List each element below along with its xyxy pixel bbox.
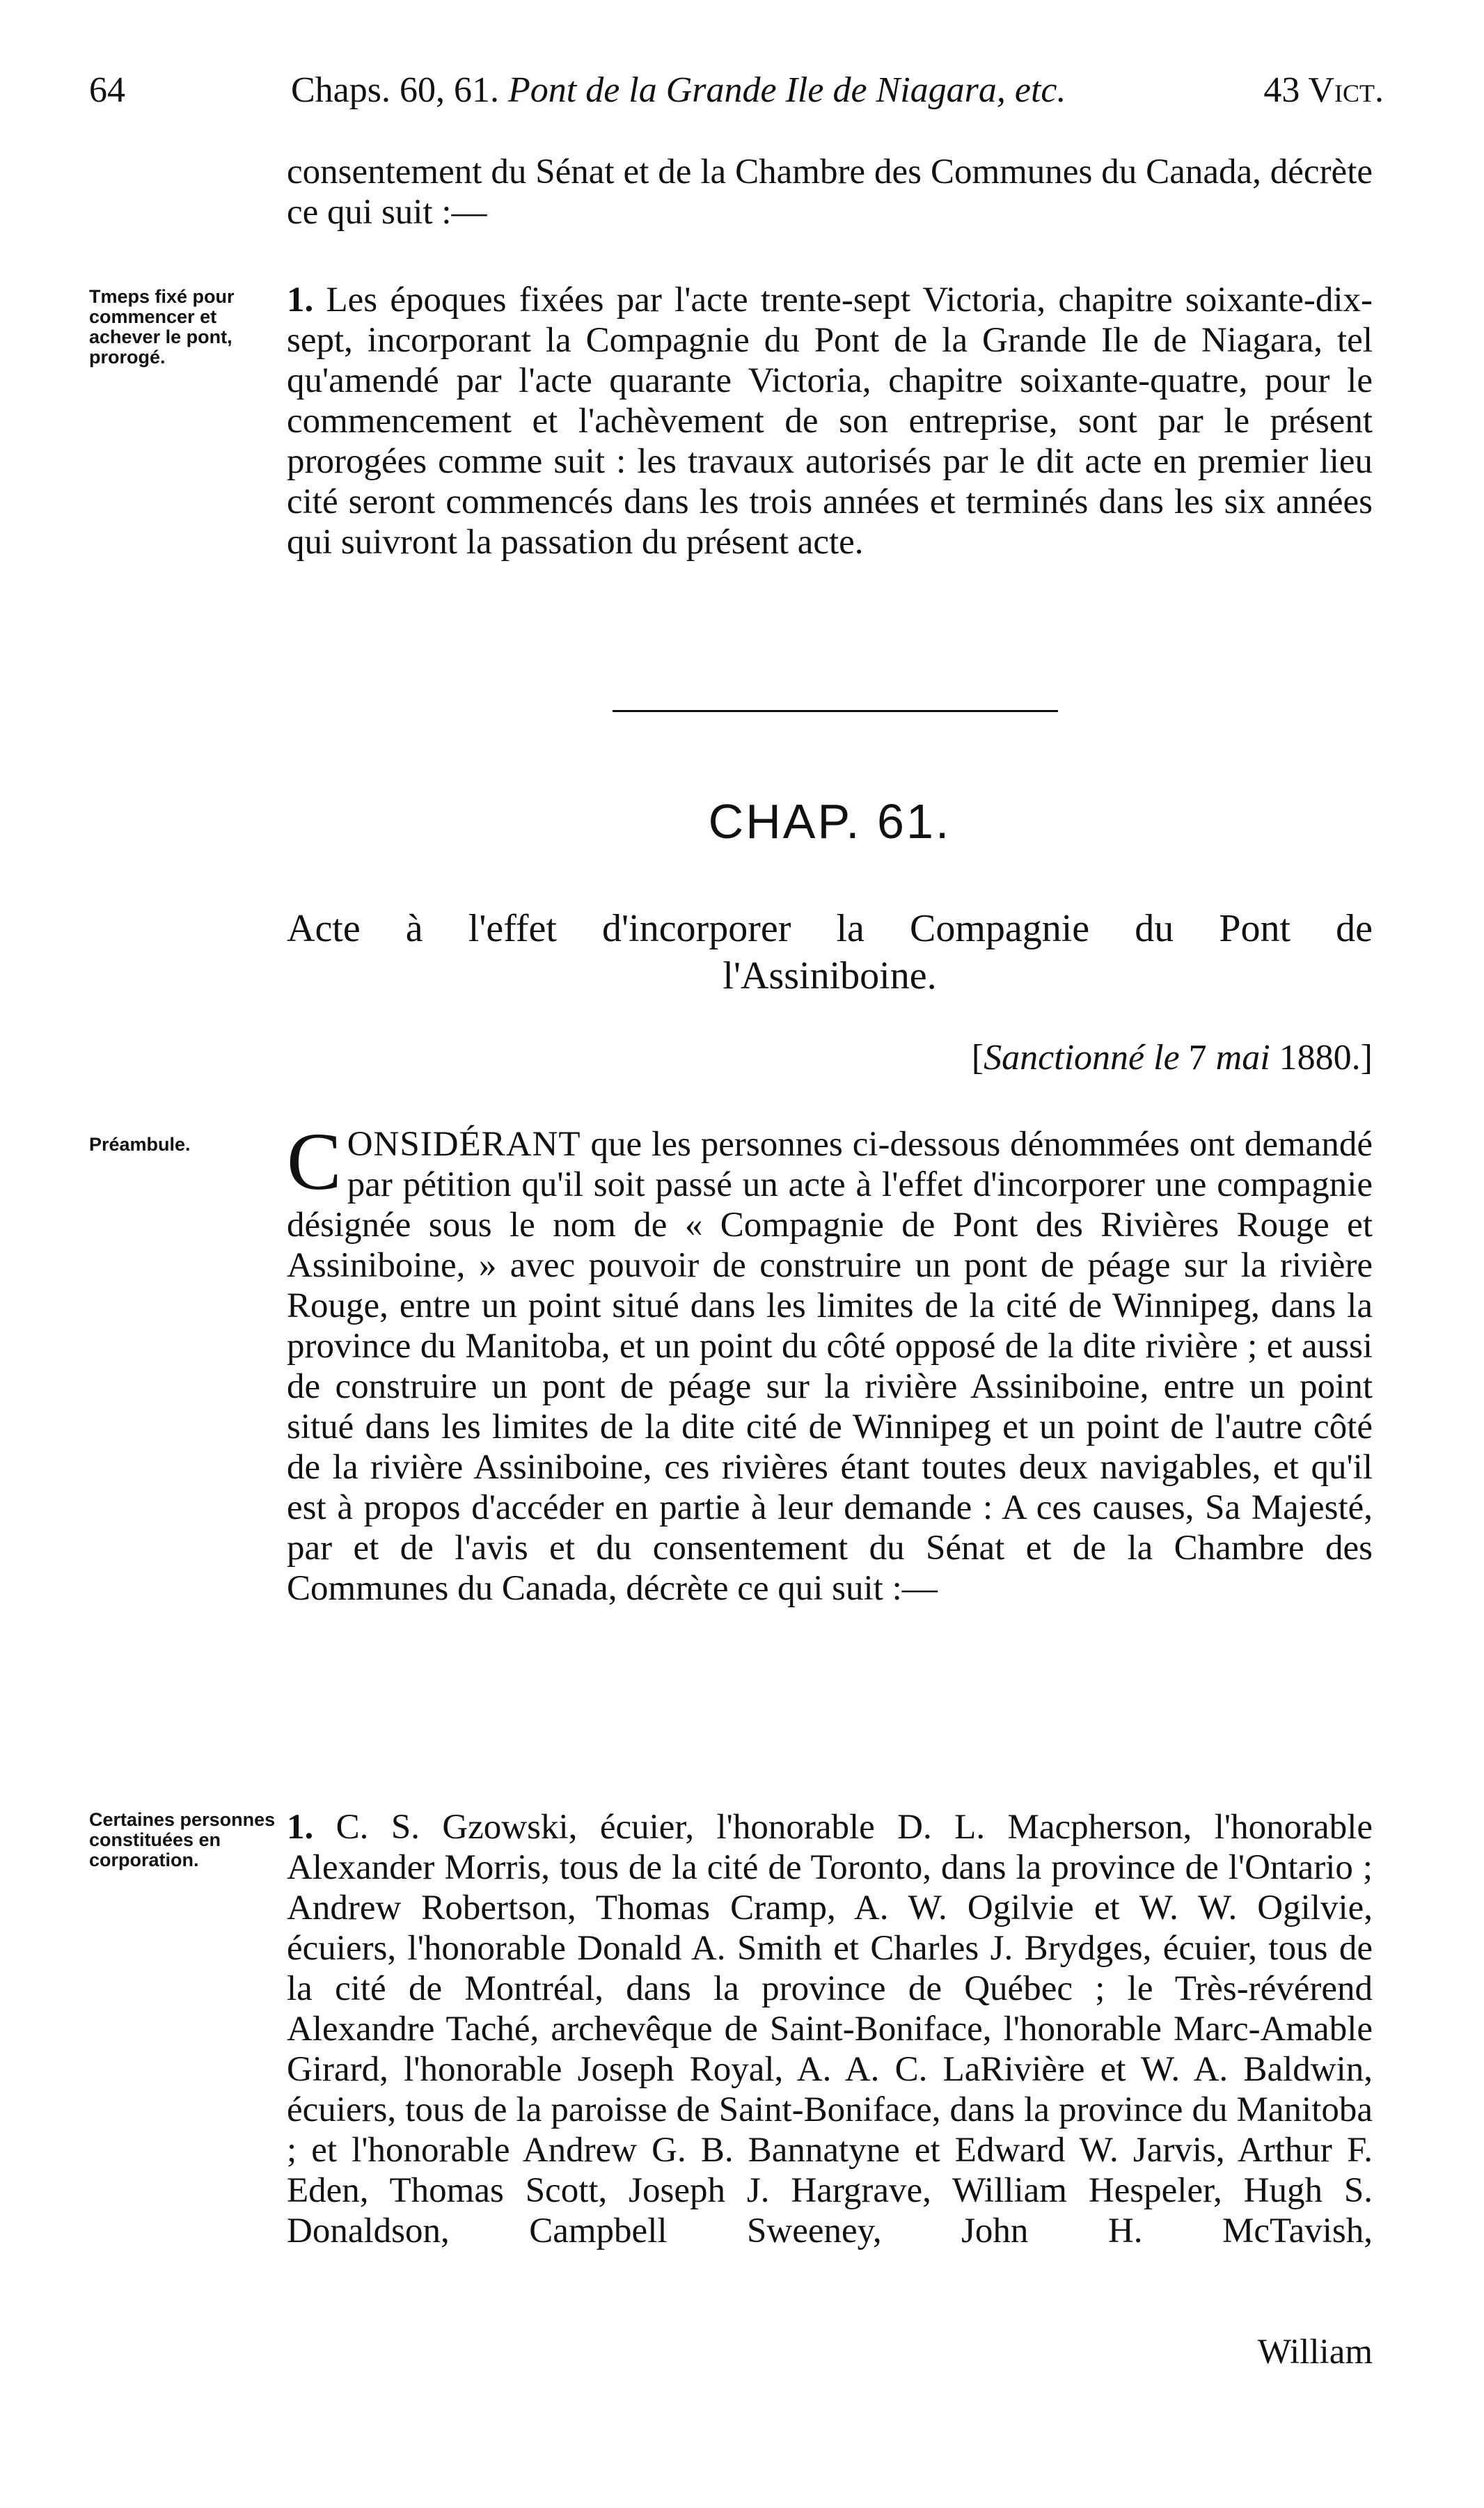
act-title-line-2: l'Assiniboine.: [723, 954, 937, 997]
section-number: 1.: [287, 281, 314, 320]
opening-text: consentement du Sénat et de la Chambre des Communes du Canada, décrète ce qui suit :—: [287, 152, 1373, 232]
margin-note-incorporation: Certaines personnes constituées en corporation.: [89, 1809, 276, 1870]
drop-cap: C: [287, 1116, 342, 1207]
sanction-year: 1880.]: [1270, 1038, 1373, 1078]
page-number: 64: [89, 70, 125, 110]
sanction-label: Sanctionné le: [984, 1038, 1180, 1078]
preamble-paragraph: [287, 1116, 1373, 1609]
section-text: Les époques fixées par l'acte trente-sept Victoria, chapitre soixante-dix-sept, incorporant la Compagnie du Pont de la Grande Ile de Niagara, tel qu'amendé par l'acte quarante Victoria, chapitre soixante-quatre, pour le commencement et l'achèvement de son entreprise, sont par le présent prorogées comme suit : les travaux autorisés par le dit acte en premier lieu cité seront commencés dans les trois années et terminés dans les six années qui suivront la passation du présent acte.: [287, 281, 1373, 562]
section-text: C. S. Gzowski, écuier, l'honorable D. L. Macpherson, l'honorable Alexander Morris, tous de la cité de Toronto, dans la province de l'Ontario ; Andrew Robertson, Thomas Cramp, A. W. Ogilvie et W. W. Ogilvie, écuiers, l'honorable Donald A. Smith et Charles J. Brydges, écuier, tous de la cité de Montréal, dans la province de Québec ; le Très-révérend Alexandre Taché, archevêque de Saint-Boniface, l'honorable Marc-Amable Girard, l'honorable Joseph Royal, A. A. C. LaRivière et W. A. Baldwin, écuiers, tous de la paroisse de Saint-Boniface, dans la province du Manitoba ; et l'honorable Andrew G. B. Bannatyne et Edward W. Jarvis, Arthur F. Eden, Thomas Scott, Joseph J. Hargrave, William Hespeler, Hugh S. Donaldson, Campbell Sweeney, John H. McTavish,: [287, 1808, 1373, 2250]
opening-paragraph: [287, 152, 1373, 232]
preamble-opening-word: ONSIDÉRANT: [347, 1125, 581, 1164]
chapters-label: Chaps. 60, 61.: [291, 70, 499, 110]
margin-note-delay: Tmeps fixé pour commencer et achever le pont, prorogé.: [89, 286, 235, 368]
chapter-title: CHAP. 61.: [708, 794, 952, 849]
section-1-ch61: [287, 1807, 1373, 2251]
running-title-italic: Pont de la Grande Ile de Niagara, etc.: [508, 70, 1066, 110]
running-header: [89, 70, 1384, 125]
preamble-text: que les personnes ci-dessous dénommées ont demandé par pétition qu'il soit passé un acte à l'effet d'incorporer une compagnie désignée sous le nom de « Compagnie de Pont des Rivières Rouge et Assiniboine, » avec pouvoir de construire un pont de péage sur la rivière Rouge, entre un point situé dans les limites de la cité de Winnipeg, dans la province du Manitoba, et un point du côté opposé de la dite rivière ; et aussi de construire un pont de péage sur la rivière Assiniboine, entre un point situé dans les limites de la dite cité de Winnipeg et un point de l'autre côté de la rivière Assiniboine, ces rivières étant toutes deux navigables, et qu'il est à propos d'accéder en partie à leur demande : A ces causes, Sa Majesté, par et de l'avis et du consentement du Sénat et de la Chambre des Communes du Canada, décrète ce qui suit :—: [287, 1125, 1373, 1608]
catchword: William: [1257, 2333, 1373, 2372]
act-title-line-1: Acte à l'effet d'incorporer la Compagnie du Pont de: [287, 907, 1373, 950]
act-title: [287, 905, 1373, 1000]
sanction-month: mai: [1215, 1038, 1270, 1078]
margin-note-preamble: Préambule.: [89, 1134, 191, 1155]
running-title: [291, 70, 1066, 111]
section-number: 1.: [287, 1808, 314, 1847]
section-1-ch60: [287, 280, 1373, 562]
session-label: 43 Vict.: [1263, 70, 1384, 110]
section-divider: [613, 710, 1058, 712]
sanction-bracket: [: [971, 1038, 984, 1078]
sanction-date: [972, 1037, 1373, 1078]
sanction-day: 7: [1179, 1038, 1216, 1078]
